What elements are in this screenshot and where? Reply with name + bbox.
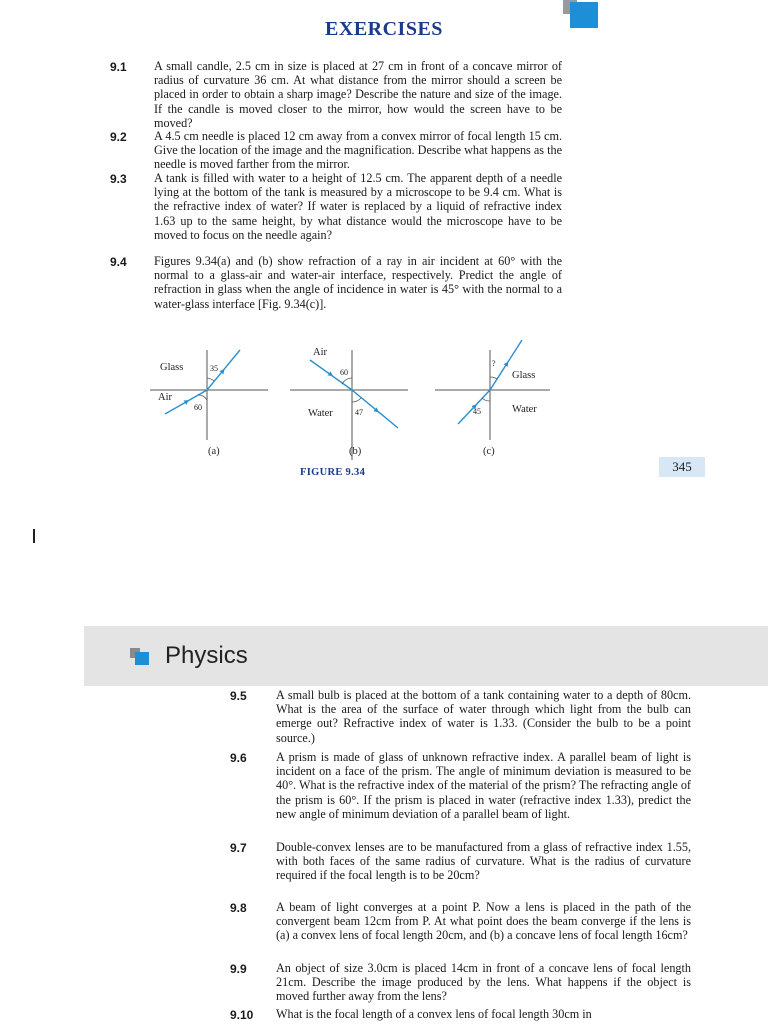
- exercises-heading: EXERCISES: [325, 18, 443, 40]
- question-text: A 4.5 cm needle is placed 12 cm away from a convex mirror of focal length 15 cm. Give the location of the image and the magnification. Describe what happens as the needle is moved farther from the mirror.: [154, 129, 562, 172]
- question-number: 9.6: [230, 751, 247, 765]
- question-text: A prism is made of glass of unknown refractive index. A parallel beam of light is incident on a face of the prism. The angle of minimum deviation is measured to be 40°. What is the refractive index of the material of the prism? The refracting angle of the prism is 60°. If the prism is placed in water (refractive index 1.33), predict the new angle of minimum deviation of a parallel beam of light.: [276, 750, 691, 821]
- fig-b-top-medium: Air: [313, 347, 327, 358]
- figure-panel-a: [150, 350, 268, 457]
- figure-9-34: [140, 340, 560, 485]
- fig-a-angle-top: 35: [210, 364, 218, 373]
- question-number: 9.8: [230, 901, 247, 915]
- question-text: A tank is filled with water to a height of 12.5 cm. The apparent depth of a needle lying at the bottom of the tank is measured by a microscope to be 9.4 cm. What is the refractive index of water? If water is replaced by a liquid of refractive index 1.63 up to the same height, by what distance would the microscope have to be moved to focus on the needle again?: [154, 171, 562, 242]
- fig-c-angle-bottom: 45: [473, 407, 481, 416]
- fig-c-angle-top: ?: [492, 359, 496, 368]
- page-number: 345: [659, 457, 705, 477]
- question-number: 9.3: [110, 172, 127, 186]
- question-number: 9.1: [110, 60, 127, 74]
- fig-a-label: (a): [208, 446, 220, 457]
- fig-a-angle-bottom: 60: [194, 403, 202, 412]
- fig-b-bottom-medium: Water: [308, 408, 333, 419]
- question-text: Figures 9.34(a) and (b) show refraction of a ray in air incident at 60° with the normal to a glass-air and water-air interface, respectively. Predict the angle of refraction in glass when the angle of incidence in water is 45° with the normal to a water-glass interface [Fig. 9.34(c)].: [154, 254, 562, 311]
- question-text: Double-convex lenses are to be manufactured from a glass of refractive index 1.55, with both faces of the same radius of curvature. What is the radius of curvature required if the focal length is to be 20cm?: [276, 840, 691, 883]
- question-number: 9.10: [230, 1008, 254, 1022]
- section-icon-blue: [135, 652, 149, 665]
- figure-panel-c: [435, 340, 550, 457]
- fig-a-top-medium: Glass: [160, 362, 184, 373]
- question-number: 9.7: [230, 841, 247, 855]
- question-number: 9.2: [110, 130, 127, 144]
- question-text: A beam of light converges at a point P. Now a lens is placed in the path of the convergent beam 12cm from P. At what point does the beam converge if the lens is (a) a convex lens of focal length 20cm, and (b) a concave lens of focal length 16cm?: [276, 900, 691, 943]
- fig-b-angle-top: 60: [340, 368, 348, 377]
- question-text: An object of size 3.0cm is placed 14cm in front of a concave lens of focal length 21cm. Describe the image produced by the lens. What happens if the object is moved further away from the lens?: [276, 961, 691, 1004]
- question-number: 9.4: [110, 255, 127, 269]
- section-title: Physics: [165, 642, 248, 669]
- fig-c-label: (c): [483, 446, 495, 457]
- question-text: A small bulb is placed at the bottom of a tank containing water to a depth of 80cm. What is the area of the surface of water through which light from the bulb can emerge out? Refractive index of water is 1.33. (Consider the bulb to be a point source.): [276, 688, 691, 745]
- fig-c-top-medium: Glass: [512, 370, 536, 381]
- fig-b-label: (b): [349, 446, 362, 457]
- figure-panel-b: [290, 347, 408, 460]
- question-number: 9.9: [230, 962, 247, 976]
- fig-b-angle-bottom: 47: [355, 408, 363, 417]
- fig-a-bottom-medium: Air: [158, 392, 172, 403]
- question-text: A small candle, 2.5 cm in size is placed at 27 cm in front of a concave mirror of radius of curvature 36 cm. At what distance from the mirror should a screen be placed in order to obtain a sharp image? Describe the nature and size of the image. If the candle is moved closer to the mirror, how would the screen have to be moved?: [154, 59, 562, 130]
- fig-c-bottom-medium: Water: [512, 404, 537, 415]
- question-text: What is the focal length of a convex lens of focal length 30cm in: [276, 1007, 592, 1021]
- question-number: 9.5: [230, 689, 247, 703]
- figure-caption: FIGURE 9.34: [300, 467, 366, 478]
- text-cursor: [33, 529, 35, 543]
